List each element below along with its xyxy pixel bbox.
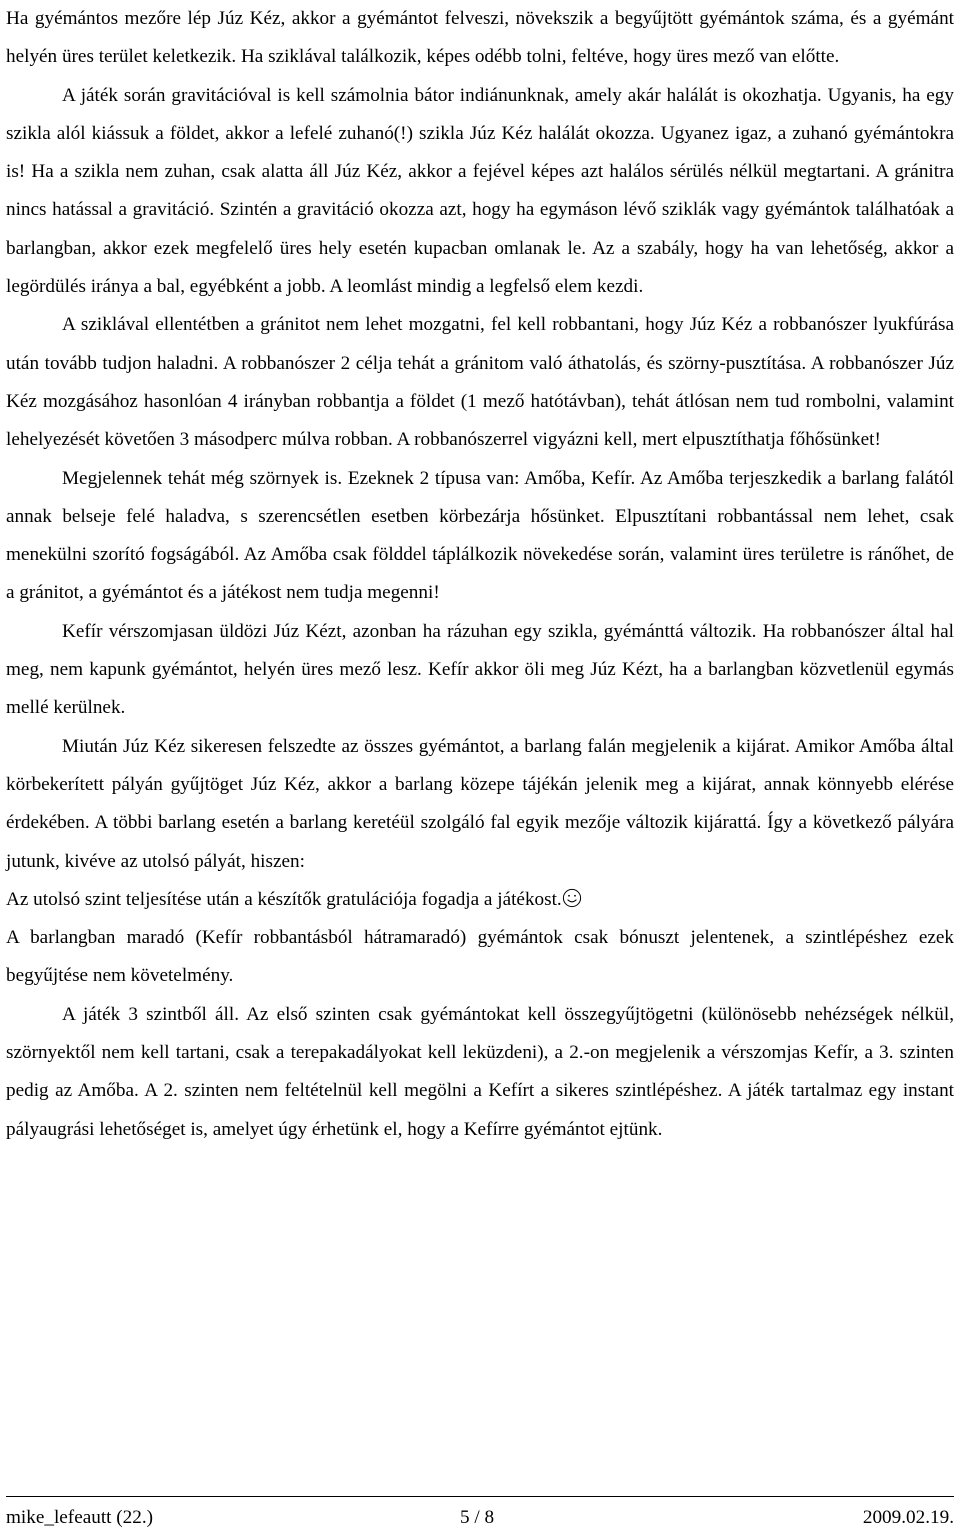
smiley-icon	[562, 888, 582, 908]
footer-date: 2009.02.19.	[862, 1507, 954, 1528]
paragraph-1: Ha gyémántos mezőre lép Júz Kéz, akkor a gyémántot felveszi, növekszik a begyűjtött gyémántok száma, és a gyémánt helyén üres terület keletkezik. Ha sziklával találkozik, képes odébb tolni, feltéve, hogy üres mező van előtte.	[6, 8, 954, 68]
paragraph-9: A játék 3 szintből áll. Az első szinten csak gyémántokat kell összegyűjtögetni (különösebb nehézségek nélkül, szörnyektől nem kell tartani, csak a terepakadályokat kell leküzdeni), a 2.-on megjelenik a vérszomjas Kefír, a 3. szinten pedig az Amőba. A 2. szinten nem feltételnül kell megölni a Kefírt a sikeres szintlépéshez. A játék tartalmaz egy instant pályaugrási lehetőséget is, amelyet úgy érhetünk el, hogy a Kefírre gyémántot ejtünk.	[6, 1003, 954, 1140]
paragraph-3: A sziklával ellentétben a gránitot nem lehet mozgatni, fel kell robbantani, hogy Júz Kéz a robbanószer lyukfúrása után tovább tudjon haladni. A robbanószer 2 célja tehát a gránitom való áthatolás, és szörny-pusztítása. A robbanószer Júz Kéz mozgásához hasonlóan 4 irányban robbantja a földet (1 mező hatótávban), tehát átlósan nem tud rombolni, valamint lehelyezését követően 3 másodperc múlva robban. A robbanószerrel vigyázni kell, mert elpusztíthatja főhősünket!	[6, 314, 954, 451]
paragraph-2: A játék során gravitációval is kell számolnia bátor indiánunknak, amely akár halálát is okozhatja. Ugyanis, ha egy szikla alól kiássuk a földet, akkor a lefelé zuhanó(!) szikla Júz Kéz halálát okozza. Ugyanez igaz, a zuhanó gyémántokra is! Ha a szikla nem zuhan, csak alatta áll Júz Kéz, akkor a fejével képes azt halálos sérülés nélkül megtartani. A gránitra nincs hatással a gravitáció. Szintén a gravitáció okozza azt, hogy ha egymáson lévő sziklák vagy gyémántok találhatóak a barlangban, akkor ezek megfelelő üres hely esetén kupacban omlanak le. Az a szabály, hogy ha van lehetőség, akkor a legördülés iránya a bal, egyébként a jobb. A leomlást mindig a legfelső elem kezdi.	[6, 84, 954, 298]
paragraph-5: Kefír vérszomjasan üldözi Júz Kézt, azonban ha rázuhan egy szikla, gyémánttá változik. Ha robbanószer által hal meg, nem kapunk gyémántot, helyén üres mező lesz. Kefír akkor öli meg Júz Kézt, ha a barlangban közvetlenül egymás mellé kerülnek.	[6, 620, 954, 719]
paragraph-8: A barlangban maradó (Kefír robbantásból hátramaradó) gyémántok csak bónuszt jelentenek, a szintlépéshez ezek begyűjtése nem követelmény.	[6, 927, 954, 987]
paragraph-7-text: Az utolsó szint teljesítése után a készítők gratulációja fogadja a játékost.	[6, 888, 562, 910]
paragraph-6: Miután Júz Kéz sikeresen felszedte az összes gyémántot, a barlang falán megjelenik a kijárat. Amikor Amőba által körbekerített pályán gyűjtöget Júz Kéz, akkor a barlang közepe tájékán jelenik meg a kijárat, annak könnyebb elérése érdekében. A többi barlang esetén a barlang keretéül szolgáló fal egyik mezője változik kijárattá. Így a következő pályára jutunk, kivéve az utolsó pályát, hiszen:	[6, 735, 954, 872]
footer-page-number: 5 / 8	[460, 1507, 495, 1528]
document-body	[6, 0, 954, 1149]
footer-author: mike_lefeautt (22.)	[6, 1507, 154, 1528]
paragraph-4: Megjelennek tehát még szörnyek is. Ezeknek 2 típusa van: Amőba, Kefír. Az Amőba terjeszkedik a barlang falától annak belseje felé haladva, s szerencsétlen esetben körbezárja hősünket. Elpusztítani robbantással nem lehet, csak menekülni szorító fogságából. Az Amőba csak földdel táplálkozik növekedése során, valamint üres területre is ránőhet, de a gránitot, a gyémántot és a játékost nem tudja megenni!	[6, 467, 954, 604]
paragraph-7	[6, 881, 954, 919]
page-footer	[6, 1496, 954, 1534]
